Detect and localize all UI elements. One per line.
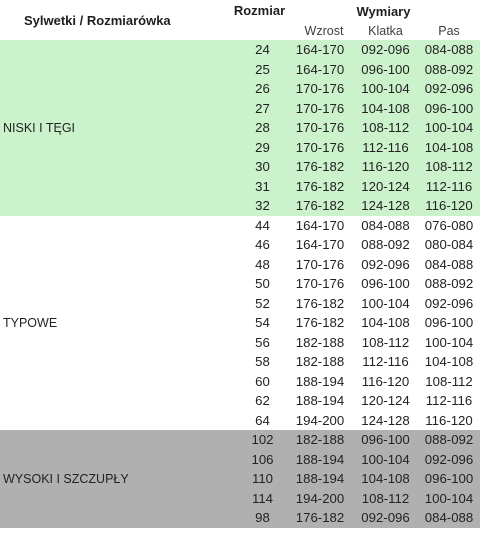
size-cell: 30	[255, 159, 270, 175]
size-cell: 44	[255, 217, 270, 233]
size-cell: 102	[251, 432, 274, 448]
waist-cell: 088-092	[424, 61, 474, 77]
silhouette-group-name: WYSOKI I SZCZUPŁY	[3, 471, 129, 486]
size-cell: 110	[251, 471, 274, 487]
chest-cell: 116-120	[361, 373, 410, 389]
waist-cell: 108-112	[425, 373, 473, 389]
chest-cell: 108-112	[361, 120, 410, 136]
chest-cell: 096-100	[361, 61, 410, 77]
waist-cell: 096-100	[424, 471, 474, 487]
height-cell: 182-188	[295, 432, 345, 448]
height-cell: 176-182	[295, 510, 345, 526]
height-cell: 194-200	[295, 412, 345, 428]
height-cell: 188-194	[295, 471, 345, 487]
size-cell: 50	[255, 276, 270, 292]
size-cell: 56	[255, 334, 270, 350]
waist-column-header: Pas	[438, 24, 460, 38]
height-cell: 188-194	[295, 393, 345, 409]
silhouette-group-name: NISKI I TĘGI	[3, 120, 76, 135]
size-cell: 26	[255, 81, 270, 97]
size-cell: 106	[251, 451, 274, 467]
height-cell: 182-188	[295, 334, 345, 350]
size-cell: 27	[255, 100, 270, 116]
height-cell: 164-170	[295, 237, 345, 253]
size-cell: 25	[255, 61, 270, 77]
table-row	[0, 430, 480, 450]
chest-cell: 084-088	[361, 217, 410, 233]
chest-cell: 104-108	[361, 315, 410, 331]
size-cell: 62	[255, 393, 270, 409]
height-cell: 164-170	[295, 61, 345, 77]
waist-cell: 076-080	[424, 217, 474, 233]
chest-cell: 096-100	[361, 432, 410, 448]
chest-cell: 088-092	[361, 237, 410, 253]
waist-cell: 088-092	[424, 276, 474, 292]
chest-cell: 124-128	[361, 412, 410, 428]
waist-cell: 112-116	[425, 178, 473, 194]
table-row	[0, 40, 480, 60]
waist-cell: 100-104	[424, 120, 474, 136]
size-cell: 58	[255, 354, 270, 370]
size-cell: 114	[251, 490, 274, 506]
table-header	[0, 0, 480, 40]
chest-cell: 096-100	[361, 276, 410, 292]
height-column-header: Wzrost	[304, 24, 344, 38]
height-cell: 176-182	[295, 159, 345, 175]
chest-cell: 100-104	[361, 81, 410, 97]
chest-cell: 100-104	[361, 295, 410, 311]
height-cell: 170-176	[295, 256, 345, 272]
waist-cell: 084-088	[424, 42, 474, 58]
size-cell: 24	[255, 42, 270, 58]
table-body	[0, 40, 480, 528]
size-cell: 64	[255, 412, 270, 428]
silhouette-group-name: TYPOWE	[3, 315, 58, 330]
height-cell: 170-176	[295, 120, 345, 136]
waist-cell: 092-096	[424, 295, 474, 311]
chest-cell: 120-124	[361, 178, 410, 194]
size-cell: 60	[255, 373, 270, 389]
height-cell: 194-200	[295, 490, 345, 506]
table-row	[0, 216, 480, 236]
silhouette-column-header: Sylwetki / Rozmiarówka	[24, 12, 171, 28]
waist-cell: 104-108	[424, 139, 474, 155]
size-cell: 54	[255, 315, 270, 331]
measurements-column-header: Wymiary	[356, 3, 411, 19]
height-cell: 188-194	[295, 373, 345, 389]
size-cell: 48	[255, 256, 270, 272]
waist-cell: 116-120	[425, 198, 473, 214]
chest-cell: 104-108	[361, 471, 410, 487]
height-cell: 170-176	[295, 276, 345, 292]
height-cell: 164-170	[295, 217, 345, 233]
waist-cell: 104-108	[424, 354, 474, 370]
chest-cell: 116-120	[361, 159, 410, 175]
waist-cell: 116-120	[425, 412, 473, 428]
size-cell: 52	[255, 295, 270, 311]
height-cell: 176-182	[295, 315, 345, 331]
chest-cell: 124-128	[361, 198, 410, 214]
waist-cell: 096-100	[424, 100, 474, 116]
chest-cell: 104-108	[361, 100, 410, 116]
height-cell: 170-176	[295, 81, 345, 97]
chest-cell: 108-112	[361, 490, 410, 506]
size-cell: 29	[255, 139, 270, 155]
chest-cell: 100-104	[361, 451, 410, 467]
chest-cell: 092-096	[361, 256, 410, 272]
waist-cell: 092-096	[424, 451, 474, 467]
chest-cell: 120-124	[361, 393, 410, 409]
waist-cell: 108-112	[425, 159, 473, 175]
chest-cell: 112-116	[362, 354, 409, 370]
chest-cell: 112-116	[362, 139, 409, 155]
size-cell: 28	[255, 120, 270, 136]
height-cell: 164-170	[295, 42, 345, 58]
waist-cell: 100-104	[424, 334, 474, 350]
waist-cell: 112-116	[425, 393, 473, 409]
height-cell: 176-182	[295, 178, 345, 194]
chest-cell: 108-112	[361, 334, 410, 350]
size-cell: 31	[255, 178, 270, 194]
height-cell: 176-182	[295, 198, 345, 214]
height-cell: 188-194	[295, 451, 345, 467]
waist-cell: 088-092	[424, 432, 474, 448]
size-cell: 32	[255, 198, 270, 214]
chest-cell: 092-096	[361, 42, 410, 58]
waist-cell: 100-104	[424, 490, 474, 506]
chest-cell: 092-096	[361, 510, 410, 526]
waist-cell: 092-096	[424, 81, 474, 97]
waist-cell: 096-100	[424, 315, 474, 331]
waist-cell: 080-084	[424, 237, 474, 253]
waist-cell: 084-088	[424, 510, 474, 526]
chest-column-header: Klatka	[368, 24, 403, 38]
height-cell: 182-188	[295, 354, 345, 370]
size-cell: 46	[255, 237, 270, 253]
size-column-header: Rozmiar	[233, 3, 286, 18]
waist-cell: 084-088	[424, 256, 474, 272]
height-cell: 170-176	[295, 139, 345, 155]
height-cell: 176-182	[295, 295, 345, 311]
height-cell: 170-176	[295, 100, 345, 116]
size-cell: 98	[255, 510, 270, 526]
